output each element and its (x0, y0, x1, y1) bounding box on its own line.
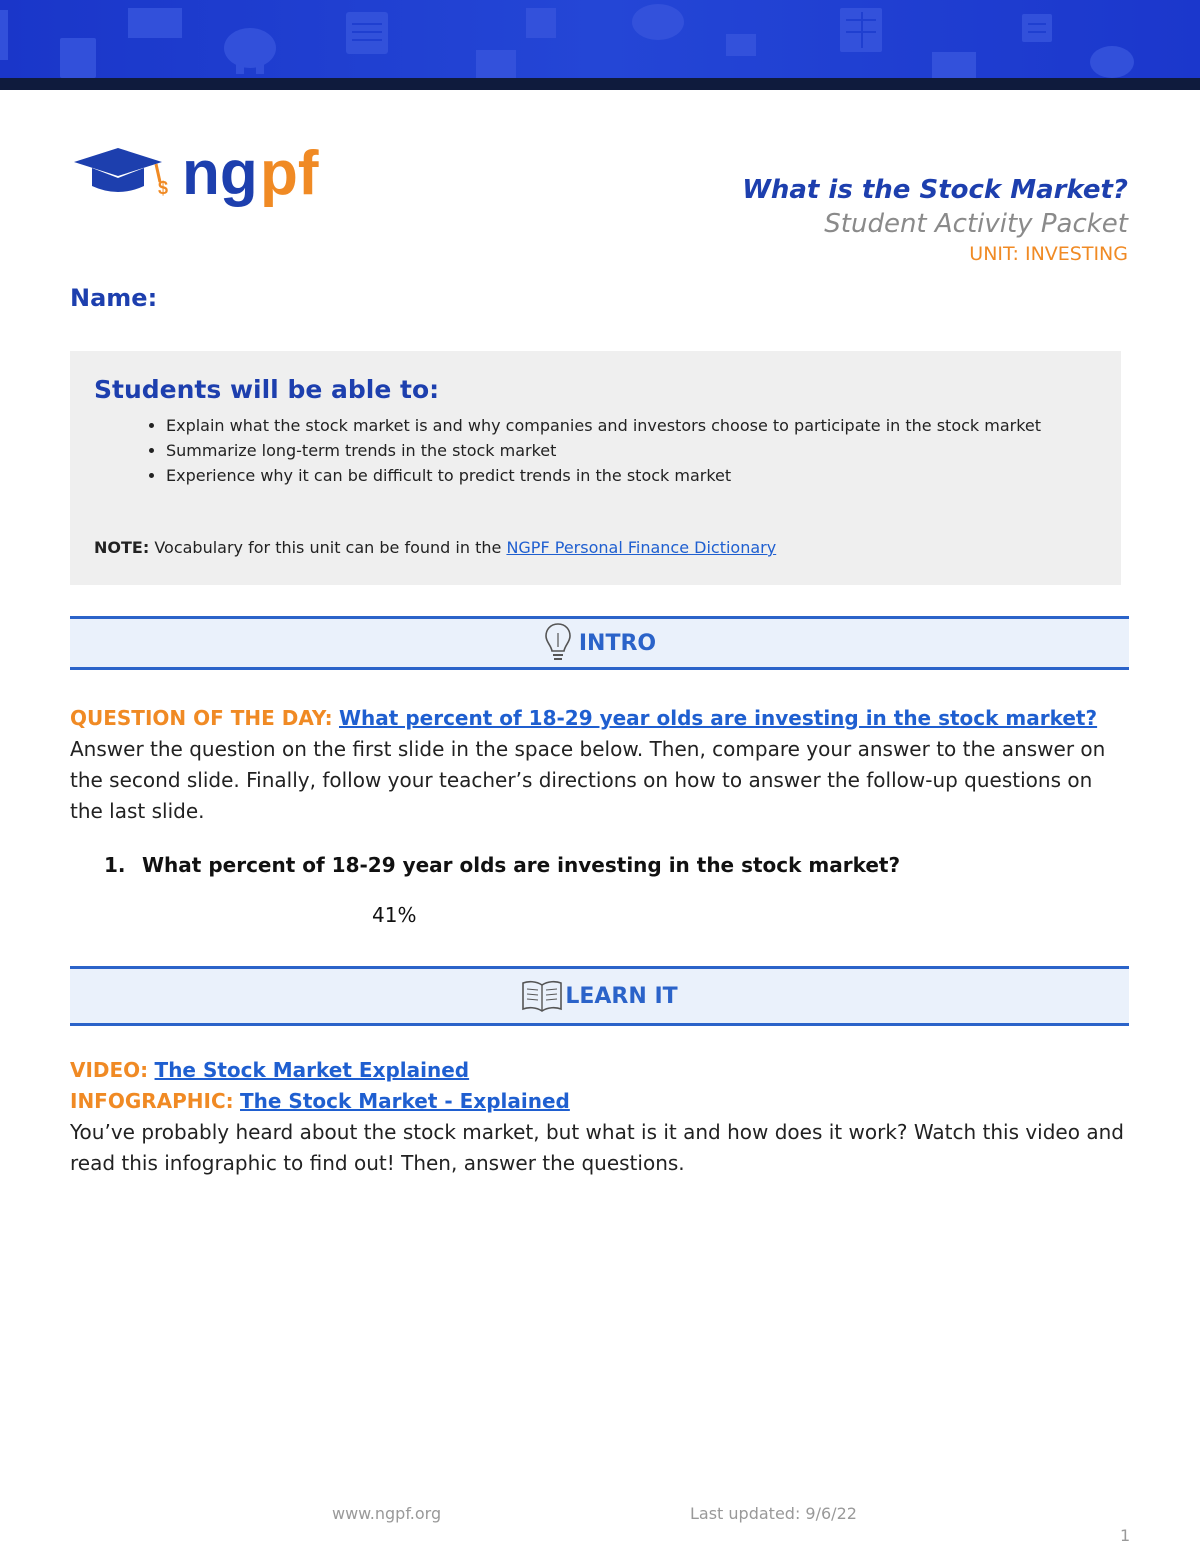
folder-icon (0, 10, 8, 60)
objectives-heading: Students will be able to: (94, 375, 440, 404)
unit-label: UNIT: INVESTING (969, 243, 1128, 265)
piggy-bank-icon (1090, 46, 1134, 78)
banner-pattern (0, 0, 1200, 80)
document-title: What is the Stock Market? (742, 175, 1128, 205)
title-block (742, 172, 1128, 268)
document-icon (60, 38, 96, 78)
qotd-link[interactable]: What percent of 18-29 year olds are investing in the stock market? (339, 706, 1098, 730)
book-icon (521, 979, 563, 1013)
intro-section-header (70, 616, 1129, 670)
piggy-bank-icon (224, 28, 276, 74)
folder-icon (726, 34, 756, 56)
banner-divider (0, 78, 1200, 90)
svg-text:$: $ (158, 178, 169, 198)
video-line (70, 1055, 1130, 1086)
folder-icon (476, 50, 516, 80)
list-item: • Summarize long-term trends in the stock market (166, 438, 1116, 463)
footer-last-updated: Last updated: 9/6/22 (690, 1504, 857, 1523)
list-item: • Experience why it can be difficult to predict trends in the stock market (166, 463, 1116, 488)
dictionary-link[interactable]: NGPF Personal Finance Dictionary (506, 538, 777, 557)
qotd-instructions: Answer the question on the first slide in the space below. Then, compare your answer to the answer on the second slide. Finally, follow your teacher’s directions on how to answer the follow-up questions on the last slide. (70, 737, 1106, 823)
video-label: VIDEO: (70, 1058, 149, 1082)
logo-wordmark-ng: ng (182, 139, 258, 208)
header-banner (0, 0, 1200, 80)
name-label: Name: (70, 284, 158, 312)
question-number: 1. (104, 853, 126, 877)
question-text: What percent of 18-29 year olds are investing in the stock market? (142, 853, 901, 877)
learn-it-content (70, 1055, 1130, 1179)
document-subtitle: Student Activity Packet (824, 209, 1128, 239)
question-of-the-day (70, 703, 1130, 827)
objectives-list (130, 413, 1116, 488)
lightbulb-icon (543, 621, 573, 665)
intro-label: INTRO (578, 630, 657, 656)
objectives-box (70, 351, 1121, 585)
folder-icon (932, 52, 976, 80)
learn-it-label: LEARN IT (565, 983, 678, 1009)
infographic-label: INFOGRAPHIC: (70, 1089, 234, 1113)
page-number: 1 (1120, 1526, 1131, 1545)
calculator-icon (1022, 14, 1052, 42)
note-label: NOTE: (94, 538, 150, 557)
video-link[interactable]: The Stock Market Explained (154, 1058, 470, 1082)
footer-url[interactable]: www.ngpf.org (332, 1504, 442, 1523)
piggy-bank-icon (632, 4, 684, 40)
learn-it-section-header (70, 966, 1129, 1026)
learn-it-body: You’ve probably heard about the stock market, but what is it and how does it work? Watch this video and read this infographic to find out! Then, answer the questions. (70, 1120, 1124, 1175)
qotd-label: QUESTION OF THE DAY: (70, 706, 333, 730)
calculator-icon (526, 8, 556, 38)
infographic-line (70, 1086, 1130, 1117)
answer-1[interactable]: 41% (372, 903, 417, 927)
question-1 (104, 853, 900, 877)
note-text: Vocabulary for this unit can be found in the (154, 538, 502, 557)
list-item: • Explain what the stock market is and why companies and investors choose to participate in the stock market (166, 413, 1116, 438)
infographic-link[interactable]: The Stock Market - Explained (240, 1089, 570, 1113)
vocabulary-note (94, 538, 776, 557)
logo-wordmark-pf: pf (260, 139, 319, 208)
folder-icon (128, 8, 182, 38)
ngpf-logo (70, 136, 370, 218)
